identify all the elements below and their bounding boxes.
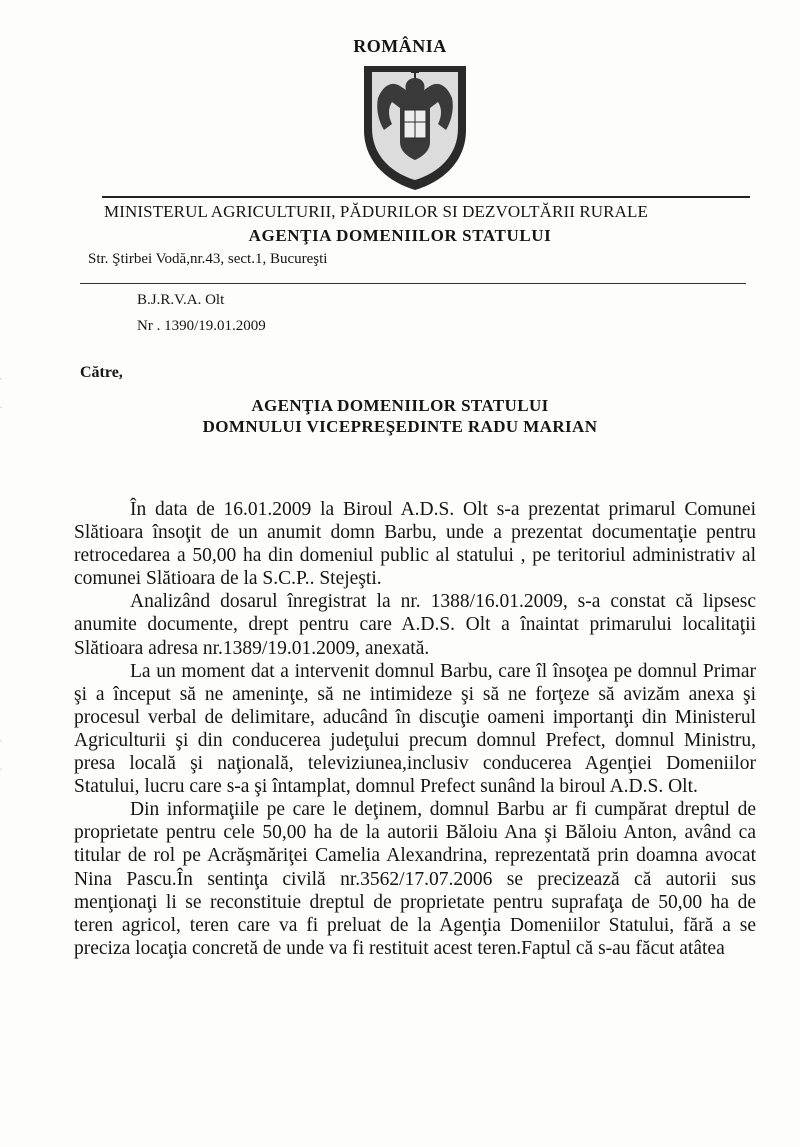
recipient-agency: AGENŢIA DOMENIILOR STATULUI [251, 396, 549, 415]
body-paragraph: Analizând dosarul înregistrat la nr. 1388/16.01.2009, s-a constat că lipsesc anumite documente, drept pentru care A.D.S. Olt a înaintat primarului localitaţii Slătioara adresa nr.1389/19.01.2009, anexată. [74, 591, 756, 659]
ministry-name: MINISTERUL AGRICULTURII, PĂDURILOR SI DEZVOLTĂRII RURALE [104, 202, 648, 221]
registration-number: Nr . 1390/19.01.2009 [137, 318, 266, 334]
letter-body [74, 498, 756, 960]
body-paragraph: La un moment dat a intervenit domnul Barbu, care îl însoţea pe domnul Primar şi a început să ne ameninţe, să ne intimideze şi să ne forţeze să avizăm anexa şi procesul verbal de delimitare, aducând în discuţie oameni importanţi din Ministerul Agriculturii şi din conducerea judeţului precum domnul Prefect, domnul Ministru, presa locală şi naţională, televiziunea,inclusiv conducerea Agenţiei Domeniilor Statului, lucru care s-a şi întamplat, domnul Prefect sunând la biroul A.D.S. Olt. [74, 660, 756, 798]
recipient-label: Către, [80, 364, 123, 381]
scan-margin-mark [0, 740, 9, 770]
agency-address: Str. Ştirbei Vodă,nr.43, sect.1, Bucureşti [88, 251, 328, 267]
recipient-person: DOMNULUI VICEPREŞEDINTE RADU MARIAN [202, 417, 598, 436]
body-paragraph: Din informaţiile pe care le deţinem, domnul Barbu ar fi cumpărat dreptul de proprietate pentru cele 50,00 ha de la autorii Băloiu Ana şi Băloiu Anton, având ca titular de rol pe Acrăşmăriţei Camelia Alexandrina, reprezentată prin doamna avocat Nina Pascu.În sentinţa civilă nr.3562/17.07.2006 se precizează că autorii sus menţionaţi li se reconstituie dreptul de proprietate pentru suprafaţa de 50,00 ha de teren agricol, teren care va fi preluat de la Agenţia Domeniilor Statului, fără a se preciza locaţia concretă de unde va fi restituit acest teren.Faptul că s-au făcut atâtea [74, 799, 756, 959]
agency-name: AGENŢIA DOMENIILOR STATULUI [248, 226, 552, 245]
office-code: B.J.R.V.A. Olt [137, 292, 225, 308]
country-heading: ROMÂNIA [353, 36, 447, 56]
coat-of-arms-icon [360, 60, 470, 192]
address-rule [80, 283, 746, 284]
body-paragraph: În data de 16.01.2009 la Biroul A.D.S. Olt s-a prezentat primarul Comunei Slătioara însoţit de un anumit domn Barbu, unde a prezentat documentaţie pentru retrocedarea a 50,00 ha din domeniul public al statului , pe teritoriul administrativ al comunei Slătioara de la S.C.P.. Stejeşti. [74, 499, 756, 590]
header-rule [102, 196, 750, 198]
